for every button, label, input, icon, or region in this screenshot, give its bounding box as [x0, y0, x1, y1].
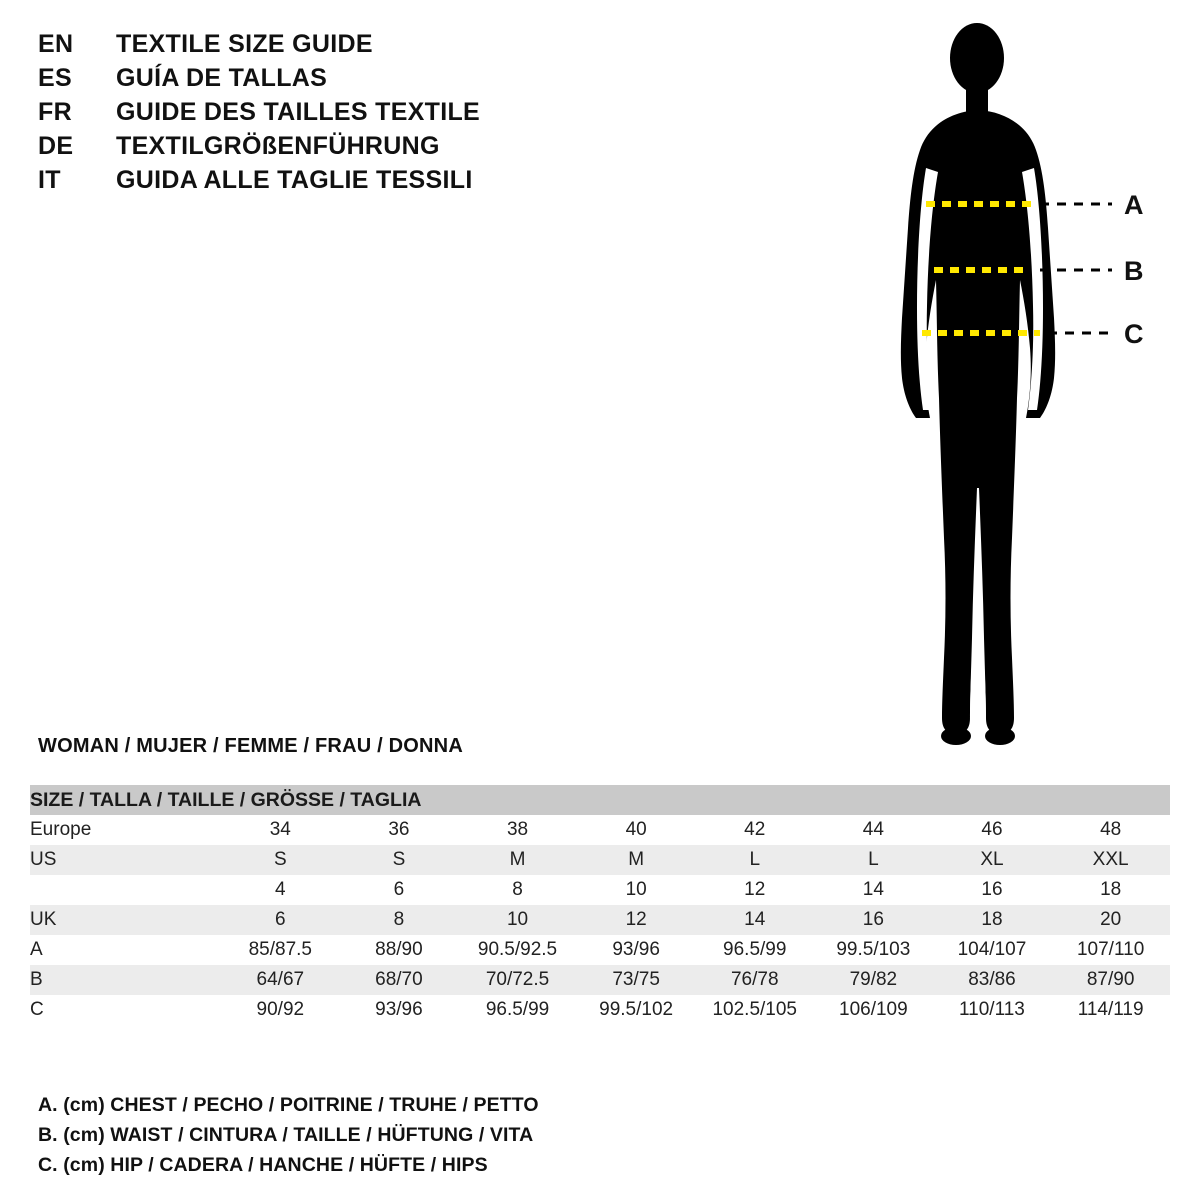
cell-a-5: 99.5/103 [836, 939, 911, 960]
section-caption-woman: WOMAN / MUJER / FEMME / FRAU / DONNA [38, 735, 463, 757]
cell-c-6: 110/113 [959, 999, 1025, 1020]
cell-europe-2: 38 [506, 819, 529, 840]
cell-usnum-6: 16 [981, 879, 1003, 900]
size-table-wrapper [30, 785, 1170, 1025]
cell-usnum-4: 12 [744, 879, 766, 900]
cell-uk-5: 16 [862, 909, 884, 930]
cell-usnum-3: 10 [625, 879, 647, 900]
table-header-label: SIZE / TALLA / TAILLE / GRÖSSE / TAGLIA [30, 788, 422, 811]
cell-b-2: 70/72.5 [485, 969, 550, 990]
cell-usnum-2: 8 [512, 879, 523, 900]
cell-uk-4: 14 [744, 909, 766, 930]
language-row-es [38, 64, 598, 98]
cell-uk-2: 10 [506, 909, 529, 930]
language-title-de: TEXTILGRÖßENFÜHRUNG [116, 132, 440, 160]
cell-b-1: 68/70 [375, 969, 423, 990]
cell-a-7: 107/110 [1076, 939, 1145, 960]
cell-us-6: XL [980, 849, 1004, 870]
cell-uk-7: 20 [1100, 909, 1122, 930]
row-label-b: B [30, 969, 43, 990]
language-title-list [38, 30, 598, 200]
language-row-en [38, 30, 598, 64]
cell-a-2: 90.5/92.5 [477, 939, 558, 960]
cell-us-0: S [273, 849, 287, 870]
cell-b-0: 64/67 [256, 969, 305, 990]
cell-usnum-1: 6 [393, 879, 405, 900]
cell-c-0: 90/92 [256, 999, 305, 1020]
footnote-b: B. (cm) WAIST / CINTURA / TAILLE / HÜFTUNG / VITA [38, 1124, 534, 1146]
language-title-en: TEXTILE SIZE GUIDE [116, 30, 373, 58]
cell-a-4: 96.5/99 [723, 939, 787, 960]
table-row [30, 845, 1170, 875]
cell-c-3: 99.5/102 [599, 999, 674, 1020]
cell-uk-0: 6 [275, 909, 286, 930]
table-row [30, 875, 1170, 905]
marker-label-a: A [1124, 190, 1144, 220]
language-code-es: ES [38, 64, 72, 92]
cell-europe-6: 46 [981, 819, 1003, 840]
language-title-it: GUIDA ALLE TAGLIE TESSILI [116, 166, 473, 194]
cell-us-5: L [868, 849, 879, 870]
cell-europe-3: 40 [625, 819, 647, 840]
cell-a-0: 85/87.5 [248, 939, 312, 960]
cell-usnum-0: 4 [275, 879, 286, 900]
table-row [30, 905, 1170, 935]
woman-body-figure [880, 18, 1180, 748]
cell-usnum-5: 14 [862, 879, 884, 900]
table-row [30, 995, 1170, 1025]
cell-c-1: 93/96 [375, 999, 423, 1020]
table-header-row [30, 785, 1170, 815]
cell-europe-0: 34 [269, 819, 291, 840]
cell-us-3: M [628, 849, 645, 870]
cell-b-4: 76/78 [730, 969, 779, 990]
language-code-de: DE [38, 132, 74, 160]
cell-c-7: 114/119 [1077, 999, 1144, 1020]
language-row-it [38, 166, 598, 200]
footnote-a: A. (cm) CHEST / PECHO / POITRINE / TRUHE / PETTO [38, 1094, 539, 1116]
cell-b-6: 83/86 [968, 969, 1016, 990]
cell-c-2: 96.5/99 [485, 999, 550, 1020]
cell-c-5: 106/109 [839, 999, 908, 1020]
cell-europe-5: 44 [862, 819, 884, 840]
row-label-us: US [30, 849, 57, 870]
language-code-it: IT [38, 166, 61, 194]
cell-europe-7: 48 [1100, 819, 1122, 840]
marker-label-c: C [1124, 319, 1144, 349]
language-title-es: GUÍA DE TALLAS [116, 64, 328, 92]
cell-us-1: S [392, 849, 406, 870]
cell-uk-3: 12 [625, 909, 647, 930]
cell-europe-4: 42 [744, 819, 766, 840]
cell-a-1: 88/90 [375, 939, 423, 960]
cell-uk-6: 18 [981, 909, 1003, 930]
language-title-fr: GUIDE DES TAILLES TEXTILE [116, 98, 481, 126]
marker-label-b: B [1124, 256, 1144, 286]
cell-usnum-7: 18 [1100, 879, 1122, 900]
footnote-c: C. (cm) HIP / CADERA / HANCHE / HÜFTE / HIPS [38, 1154, 488, 1176]
table-row [30, 965, 1170, 995]
cell-a-6: 104/107 [957, 939, 1027, 960]
language-code-en: EN [38, 30, 74, 58]
cell-b-3: 73/75 [612, 969, 660, 990]
footnote-list [38, 1090, 838, 1180]
cell-us-2: M [509, 849, 526, 870]
language-code-fr: FR [38, 98, 72, 126]
row-label-europe: Europe [30, 819, 92, 840]
row-label-a: A [30, 939, 43, 960]
cell-us-4: L [749, 849, 761, 870]
table-row [30, 815, 1170, 845]
cell-us-7: XXL [1092, 849, 1129, 870]
table-row [30, 935, 1170, 965]
language-row-fr [38, 98, 598, 132]
cell-uk-1: 8 [393, 909, 405, 930]
cell-b-7: 87/90 [1086, 969, 1135, 990]
cell-a-3: 93/96 [612, 939, 660, 960]
row-label-uk: UK [30, 909, 57, 930]
row-label-c: C [30, 999, 44, 1020]
body-silhouette [901, 23, 1055, 745]
cell-europe-1: 36 [388, 819, 410, 840]
cell-b-5: 79/82 [849, 969, 898, 990]
row-label-us-numeric [30, 875, 221, 905]
size-table [30, 785, 1170, 1025]
language-row-de [38, 132, 598, 166]
cell-c-4: 102.5/105 [712, 999, 797, 1020]
